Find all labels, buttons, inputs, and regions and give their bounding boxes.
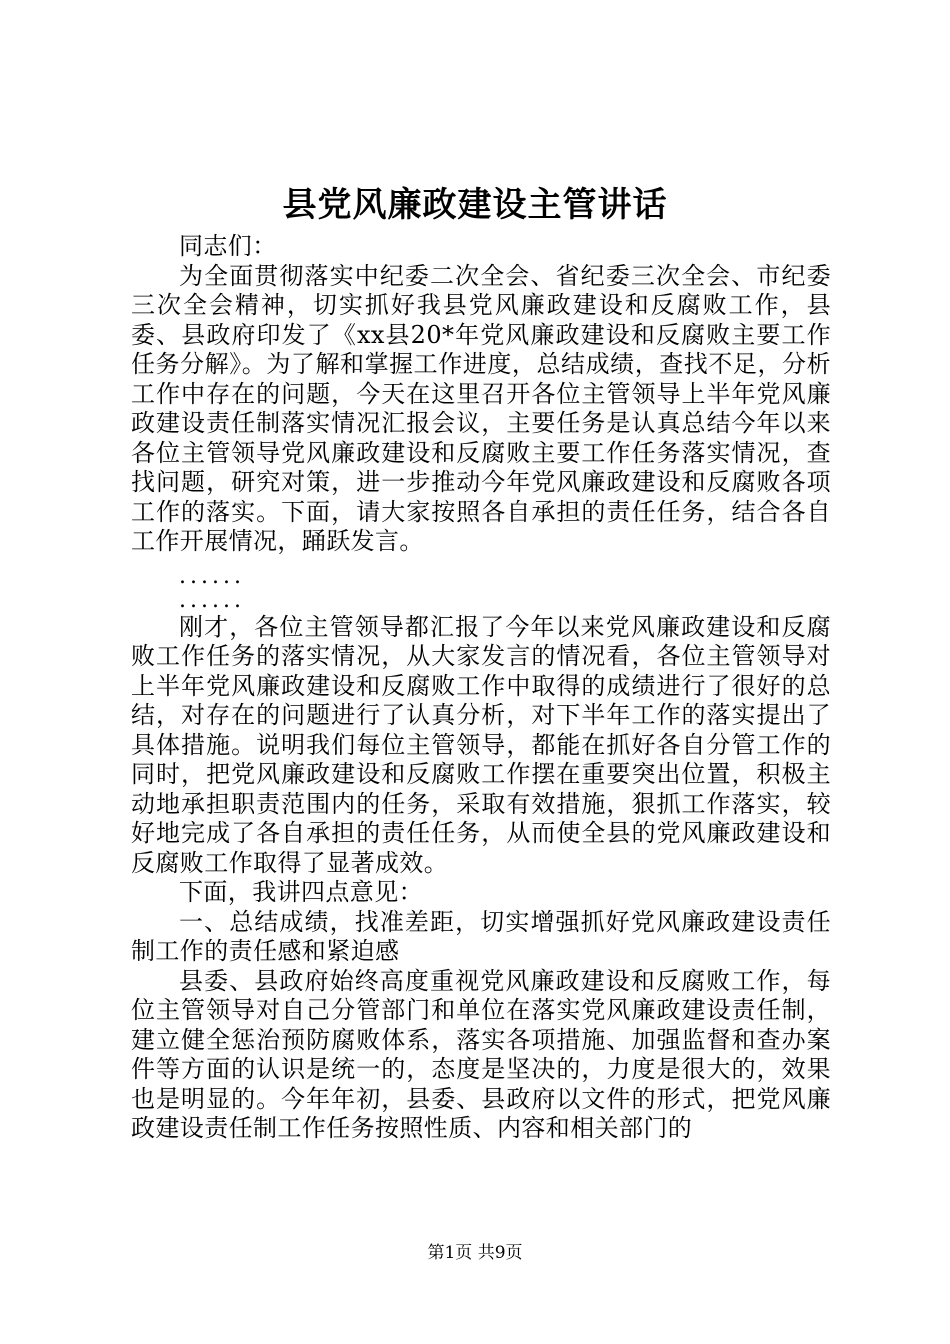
document-body [131, 232, 831, 1144]
paragraph-points-intro: 下面，我讲四点意见： [179, 878, 423, 906]
page-footer: 第1页 共9页 [427, 1243, 523, 1263]
paragraph-intro: 为全面贯彻落实中纪委二次全会、省纪委三次全会、市纪委三次全会精神，切实抓好我县党风廉政建设和反腐败工作，县委、县政府印发了《xx县20*年党风廉政建设和反腐败主要工作任务分解》。为了解和掌握工作进度，总结成绩，查找不足，分析工作中存在的问题，今天在这里召开各位主管领导上半年党风廉政建设责任制落实情况汇报会议，主要任务是认真总结今年以来各位主管领导党风廉政建设和反腐败主要工作任务落实情况，查找问题，研究对策，进一步推动今年党风廉政建设和反腐败各项工作的落实。下面，请大家按照各自承担的责任任务，结合各自工作开展情况，踊跃发言。 [131, 261, 831, 555]
salutation: 同志们： [179, 232, 277, 260]
document-title: 县党风廉政建设主管讲话 [282, 185, 668, 225]
ellipsis-line: ...... [179, 563, 245, 589]
paragraph-summary: 刚才，各位主管领导都汇报了今年以来党风廉政建设和反腐败工作任务的落实情况，从大家发言的情况看，各位主管领导对上半年党风廉政建设和反腐败工作中取得的成绩进行了很好的总结，对存在的问题进行了认真分析，对下半年工作的落实提出了具体措施。说明我们每位主管领导，都能在抓好各自分管工作的同时，把党风廉政建设和反腐败工作摆在重要突出位置，积极主动地承担职责范围内的任务，采取有效措施，狠抓工作落实，较好地完成了各自承担的责任任务，从而使全县的党风廉政建设和反腐败工作取得了显著成效。 [131, 612, 831, 877]
ellipsis-line: ...... [179, 587, 245, 613]
paragraph-section-1: 县委、县政府始终高度重视党风廉政建设和反腐败工作，每位主管领导对自己分管部门和单位在落实党风廉政建设责任制，建立健全惩治预防腐败体系，落实各项措施、加强监督和查办案件等方面的认识是统一的，态度是坚决的，力度是很大的，效果也是明显的。今年年初，县委、县政府以文件的形式，把党风廉政建设责任制工作任务按照性质、内容和相关部门的 [131, 966, 831, 1142]
section-heading-1: 一、总结成绩，找准差距，切实增强抓好党风廉政建设责任制工作的责任感和紧迫感 [131, 907, 831, 965]
